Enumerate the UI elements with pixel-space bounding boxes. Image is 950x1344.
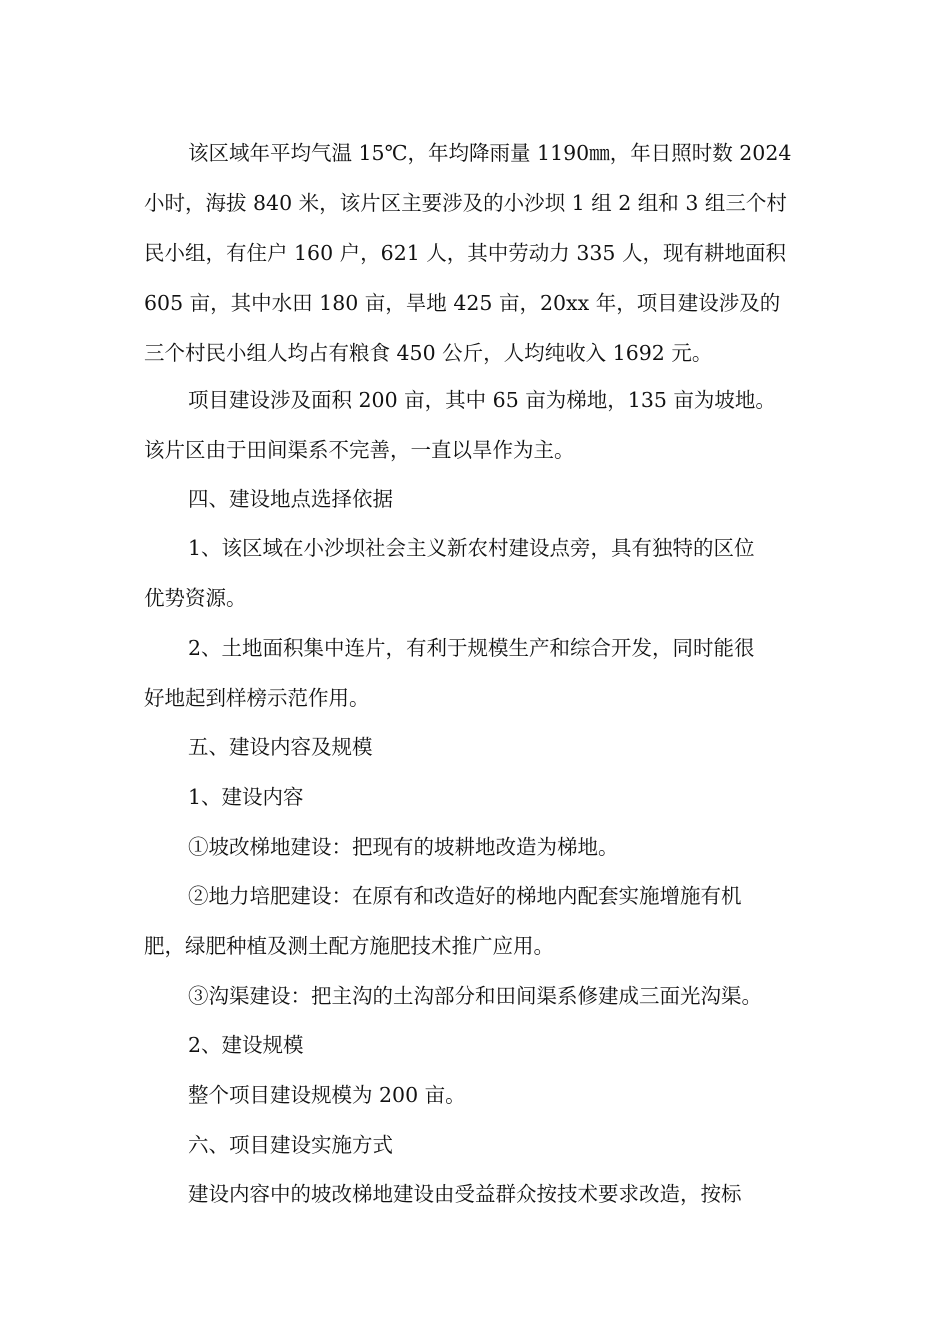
text-line: 2、土地面积集中连片，有利于规模生产和综合开发，同时能很 — [188, 636, 755, 660]
text-line: 2、建设规模 — [188, 1033, 304, 1057]
paragraph-climate-population — [144, 128, 809, 378]
text-line: 肥，绿肥种植及测土配方施肥技术推广应用。 — [144, 934, 554, 958]
text-line: 五、建设内容及规模 — [188, 735, 373, 759]
text-line: 整个项目建设规模为 200 亩。 — [188, 1083, 466, 1107]
text-line: 四、建设地点选择依据 — [188, 487, 393, 511]
list-item-soil-fertility — [144, 871, 809, 971]
text-line: 好地起到样榜示范作用。 — [144, 686, 370, 710]
text-line: 小时，海拔 840 米，该片区主要涉及的小沙坝 1 组 2 组和 3 组三个村 — [144, 191, 787, 215]
section-heading-implementation — [144, 1120, 809, 1170]
paragraph-project-area — [144, 375, 809, 475]
text-line: 民小组，有住户 160 户，621 人，其中劳动力 335 人，现有耕地面积 — [144, 241, 786, 265]
text-line: ②地力培肥建设：在原有和改造好的梯地内配套实施增施有机 — [188, 884, 742, 908]
section-heading-content-scale — [144, 722, 809, 772]
subheading-construction-content — [144, 772, 809, 822]
text-line: ①坡改梯地建设：把现有的坡耕地改造为梯地。 — [188, 835, 619, 859]
text-line: 该片区由于田间渠系不完善，一直以旱作为主。 — [144, 438, 575, 462]
text-line: 605 亩，其中水田 180 亩，旱地 425 亩，20xx 年，项目建设涉及的 — [144, 291, 781, 315]
list-item-ditch-construction — [144, 971, 809, 1021]
paragraph-implementation-method — [144, 1169, 809, 1219]
paragraph-scale-total — [144, 1070, 809, 1120]
text-line: 项目建设涉及面积 200 亩，其中 65 亩为梯地，135 亩为坡地。 — [188, 388, 776, 412]
text-line: 1、建设内容 — [188, 785, 304, 809]
list-item-terrace-construction — [144, 822, 809, 872]
text-line: 该区域年平均气温 15℃，年均降雨量 1190㎜，年日照时数 2024 — [188, 141, 792, 165]
text-line: ③沟渠建设：把主沟的土沟部分和田间渠系修建成三面光沟渠。 — [188, 984, 762, 1008]
subheading-construction-scale — [144, 1020, 809, 1070]
section-heading-site-selection — [144, 474, 809, 524]
text-line: 优势资源。 — [144, 586, 247, 610]
paragraph-site-reason-2 — [144, 623, 809, 723]
paragraph-site-reason-1 — [144, 523, 809, 623]
text-line: 1、该区域在小沙坝社会主义新农村建设点旁，具有独特的区位 — [188, 536, 755, 560]
text-line: 建设内容中的坡改梯地建设由受益群众按技术要求改造，按标 — [188, 1182, 742, 1206]
text-line: 六、项目建设实施方式 — [188, 1133, 393, 1157]
text-line: 三个村民小组人均占有粮食 450 公斤，人均纯收入 1692 元。 — [144, 341, 713, 365]
